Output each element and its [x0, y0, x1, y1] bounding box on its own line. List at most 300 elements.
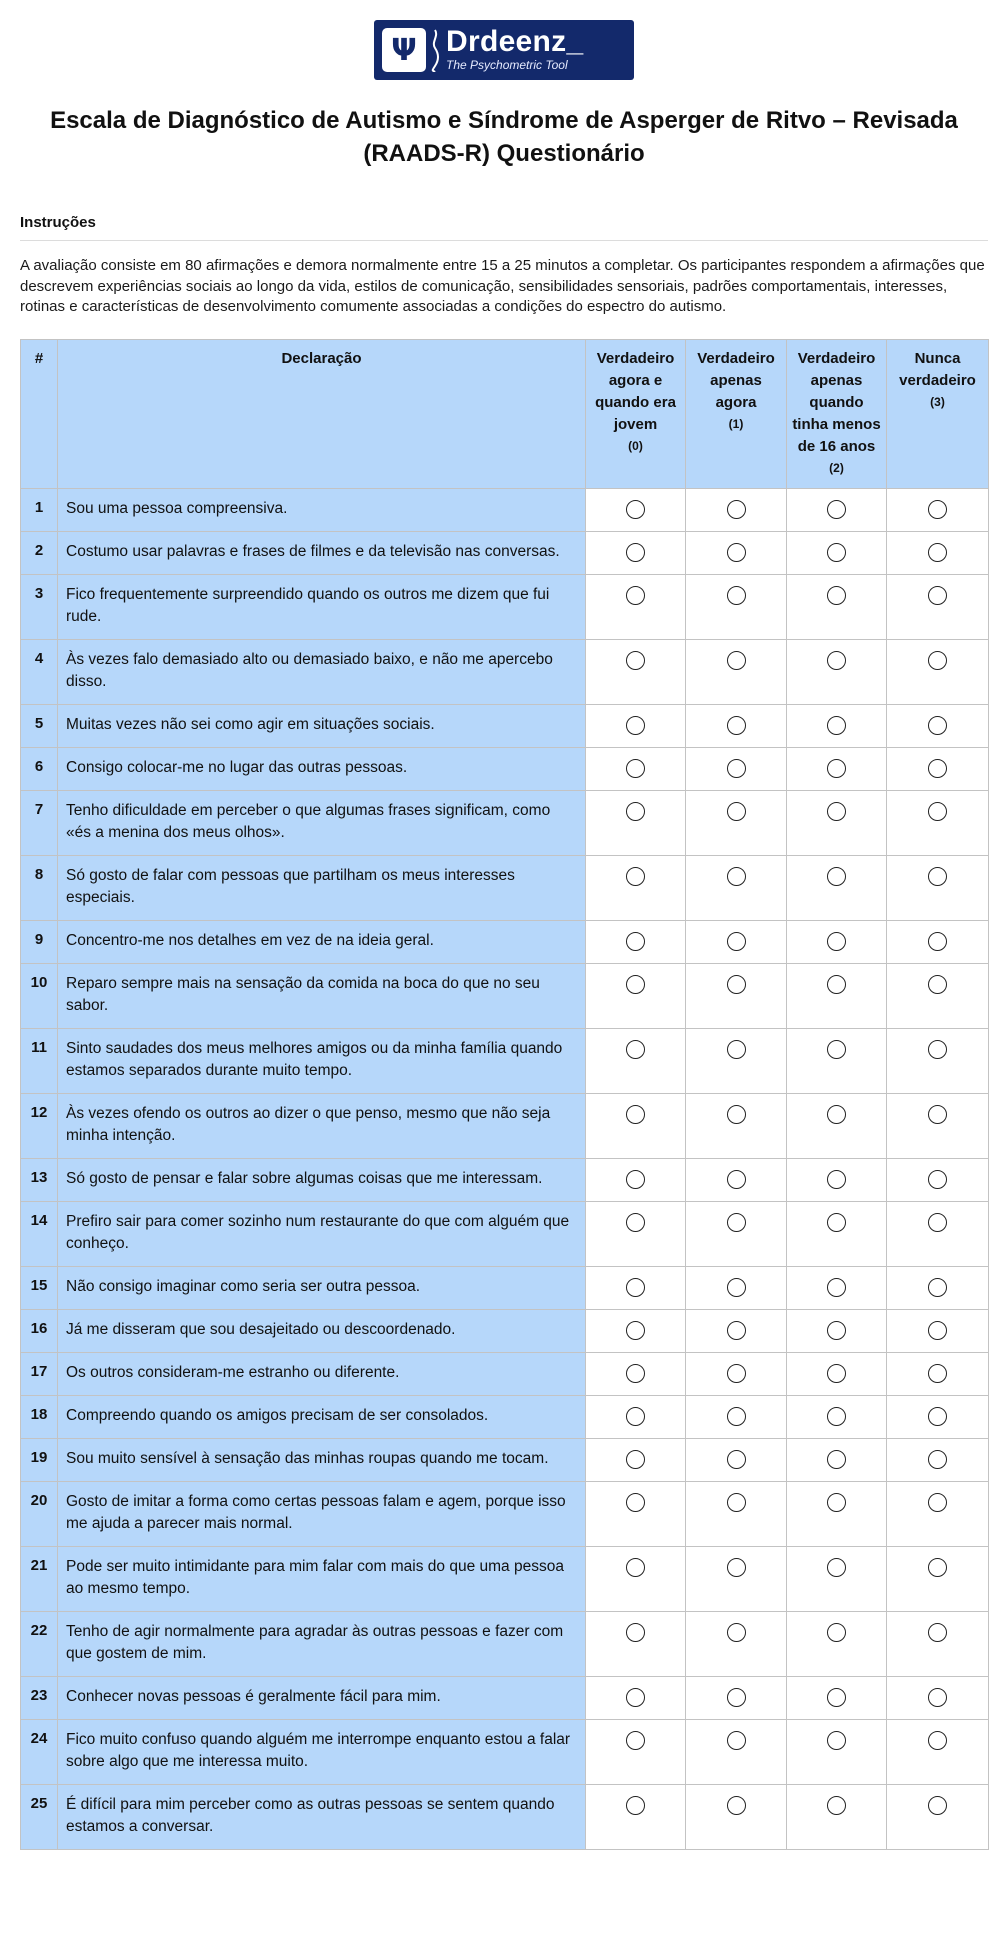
row-number: 15: [21, 1266, 58, 1309]
radio-option-2[interactable]: [827, 586, 846, 605]
option-cell: [586, 1784, 686, 1849]
option-cell: [586, 1266, 686, 1309]
option-cell: [787, 1309, 887, 1352]
option-cell: [686, 1611, 787, 1676]
radio-option-2[interactable]: [827, 1213, 846, 1232]
table-row: [21, 1546, 989, 1611]
option-cell: [686, 1158, 787, 1201]
radio-option-1[interactable]: [727, 1213, 746, 1232]
radio-option-1[interactable]: [727, 975, 746, 994]
statement-text: Concentro-me nos detalhes em vez de na ideia geral.: [58, 920, 586, 963]
col-option-2-header: [787, 339, 887, 488]
row-number: 6: [21, 747, 58, 790]
option-cell: [887, 855, 989, 920]
option-cell: [686, 1201, 787, 1266]
option-cell: [686, 1481, 787, 1546]
radio-option-0[interactable]: [626, 1364, 645, 1383]
radio-option-1[interactable]: [727, 1731, 746, 1750]
option-cell: [887, 1784, 989, 1849]
table-row: [21, 1719, 989, 1784]
option-cell: [686, 1784, 787, 1849]
radio-option-3[interactable]: [928, 1450, 947, 1469]
table-row: [21, 1028, 989, 1093]
option-cell: [686, 1028, 787, 1093]
radio-option-1[interactable]: [727, 932, 746, 951]
option-cell: [787, 1201, 887, 1266]
option-cell: [686, 1352, 787, 1395]
radio-option-2[interactable]: [827, 932, 846, 951]
table-row: [21, 1784, 989, 1849]
statement-text: Fico muito confuso quando alguém me interrompe enquanto estou a falar sobre algo que me interessa muito.: [58, 1719, 586, 1784]
radio-option-2[interactable]: [827, 1796, 846, 1815]
radio-option-3[interactable]: [928, 1731, 947, 1750]
statement-text: Prefiro sair para comer sozinho num restaurante do que com alguém que conheço.: [58, 1201, 586, 1266]
table-row: [21, 704, 989, 747]
option-cell: [887, 1093, 989, 1158]
radio-option-2[interactable]: [827, 1688, 846, 1707]
table-row: [21, 920, 989, 963]
radio-option-2[interactable]: [827, 975, 846, 994]
option-cell: [887, 488, 989, 531]
row-number: 4: [21, 639, 58, 704]
option-cell: [887, 1611, 989, 1676]
statement-text: Os outros consideram-me estranho ou diferente.: [58, 1352, 586, 1395]
option-cell: [887, 1438, 989, 1481]
radio-option-1[interactable]: [727, 586, 746, 605]
option-cell: [686, 790, 787, 855]
table-row: [21, 488, 989, 531]
radio-option-1[interactable]: [727, 1278, 746, 1297]
radio-option-3[interactable]: [928, 975, 947, 994]
row-number: 1: [21, 488, 58, 531]
option-cell: [887, 963, 989, 1028]
option-label: Verdadeiro apenas quando tinha menos de 16 anos: [792, 349, 881, 455]
row-number: 3: [21, 574, 58, 639]
option-label: Verdadeiro agora e quando era jovem: [595, 349, 676, 433]
statement-text: Compreendo quando os amigos precisam de ser consolados.: [58, 1395, 586, 1438]
option-cell: [887, 1481, 989, 1546]
radio-option-3[interactable]: [928, 1213, 947, 1232]
col-option-1-header: [686, 339, 787, 488]
option-cell: [586, 704, 686, 747]
radio-option-0[interactable]: [626, 802, 645, 821]
radio-option-0[interactable]: [626, 1213, 645, 1232]
option-cell: [686, 1438, 787, 1481]
radio-option-0[interactable]: [626, 1321, 645, 1340]
radio-option-0[interactable]: [626, 716, 645, 735]
row-number: 19: [21, 1438, 58, 1481]
radio-option-1[interactable]: [727, 716, 746, 735]
option-cell: [787, 747, 887, 790]
option-cell: [586, 1546, 686, 1611]
option-cell: [787, 531, 887, 574]
option-cell: [887, 639, 989, 704]
option-cell: [887, 1676, 989, 1719]
radio-option-1[interactable]: [727, 1558, 746, 1577]
option-cell: [686, 639, 787, 704]
radio-option-2[interactable]: [827, 1450, 846, 1469]
option-cell: [787, 1395, 887, 1438]
radio-option-3[interactable]: [928, 586, 947, 605]
page-title: Escala de Diagnóstico de Autismo e Síndrome de Asperger de Ritvo – Revisada (RAADS-R) Questionário: [50, 107, 958, 167]
radio-option-3[interactable]: [928, 802, 947, 821]
radio-option-1[interactable]: [727, 1450, 746, 1469]
radio-option-3[interactable]: [928, 651, 947, 670]
statement-text: Gosto de imitar a forma como certas pessoas falam e agem, porque isso me ajuda a parecer mais normal.: [58, 1481, 586, 1546]
table-row: [21, 1352, 989, 1395]
table-row: [21, 1438, 989, 1481]
table-row: [21, 855, 989, 920]
radio-option-2[interactable]: [827, 759, 846, 778]
radio-option-1[interactable]: [727, 1796, 746, 1815]
radio-option-0[interactable]: [626, 1558, 645, 1577]
radio-option-3[interactable]: [928, 1278, 947, 1297]
option-cell: [787, 1158, 887, 1201]
statement-text: É difícil para mim perceber como as outras pessoas se sentem quando estamos a conversar.: [58, 1784, 586, 1849]
instructions-text: A avaliação consiste em 80 afirmações e demora normalmente entre 15 a 25 minutos a completar. Os participantes respondem a afirmações que descrevem experiências sociais ao longo da vida, estilos de comunicação, sensibilidades sensoriais, padrões comportamentais, interesses, rotinas e características de desenvolvimento comumente associadas a condições do espectro do autismo.: [20, 257, 985, 315]
option-cell: [586, 1611, 686, 1676]
radio-option-1[interactable]: [727, 867, 746, 886]
statement-text: Só gosto de falar com pessoas que partilham os meus interesses especiais.: [58, 855, 586, 920]
statement-text: Não consigo imaginar como seria ser outra pessoa.: [58, 1266, 586, 1309]
table-row: [21, 1158, 989, 1201]
row-number: 17: [21, 1352, 58, 1395]
statement-text: Às vezes falo demasiado alto ou demasiado baixo, e não me apercebo disso.: [58, 639, 586, 704]
option-cell: [586, 488, 686, 531]
row-number: 18: [21, 1395, 58, 1438]
table-row: [21, 1481, 989, 1546]
table-row: [21, 1676, 989, 1719]
radio-option-1[interactable]: [727, 500, 746, 519]
row-number: 11: [21, 1028, 58, 1093]
brand-name: Drdeenz_: [446, 25, 584, 58]
radio-option-1[interactable]: [727, 1170, 746, 1189]
option-cell: [586, 1395, 686, 1438]
radio-option-2[interactable]: [827, 1105, 846, 1124]
radio-option-3[interactable]: [928, 759, 947, 778]
option-cell: [787, 704, 887, 747]
radio-option-3[interactable]: [928, 1493, 947, 1512]
radio-option-2[interactable]: [827, 1040, 846, 1059]
radio-option-3[interactable]: [928, 716, 947, 735]
option-cell: [586, 531, 686, 574]
row-number: 20: [21, 1481, 58, 1546]
option-cell: [887, 704, 989, 747]
option-code: (3): [930, 394, 945, 409]
radio-option-0[interactable]: [626, 651, 645, 670]
radio-option-2[interactable]: [827, 1623, 846, 1642]
option-cell: [887, 574, 989, 639]
option-cell: [686, 1719, 787, 1784]
questionnaire-table: [20, 339, 989, 1850]
statement-text: Conhecer novas pessoas é geralmente fácil para mim.: [58, 1676, 586, 1719]
instructions-heading: Instruções: [20, 214, 988, 241]
row-number: 12: [21, 1093, 58, 1158]
option-cell: [787, 639, 887, 704]
option-cell: [787, 574, 887, 639]
option-cell: [787, 920, 887, 963]
radio-option-3[interactable]: [928, 1105, 947, 1124]
option-cell: [887, 747, 989, 790]
radio-option-0[interactable]: [626, 1407, 645, 1426]
option-cell: [586, 639, 686, 704]
option-cell: [586, 1093, 686, 1158]
radio-option-0[interactable]: [626, 543, 645, 562]
option-cell: [586, 747, 686, 790]
table-row: [21, 963, 989, 1028]
table-row: [21, 1309, 989, 1352]
option-cell: [787, 1093, 887, 1158]
radio-option-1[interactable]: [727, 1688, 746, 1707]
radio-option-3[interactable]: [928, 500, 947, 519]
radio-option-1[interactable]: [727, 651, 746, 670]
option-cell: [586, 920, 686, 963]
row-number: 10: [21, 963, 58, 1028]
option-cell: [787, 1546, 887, 1611]
table-row: [21, 639, 989, 704]
table-row: [21, 1611, 989, 1676]
option-cell: [586, 1201, 686, 1266]
option-cell: [686, 855, 787, 920]
option-cell: [787, 1784, 887, 1849]
option-cell: [686, 920, 787, 963]
radio-option-2[interactable]: [827, 1364, 846, 1383]
option-cell: [686, 1676, 787, 1719]
radio-option-1[interactable]: [727, 1040, 746, 1059]
option-label: Nunca verdadeiro: [899, 349, 976, 389]
radio-option-2[interactable]: [827, 1321, 846, 1340]
col-option-0-header: [586, 339, 686, 488]
option-cell: [787, 1719, 887, 1784]
radio-option-1[interactable]: [727, 1321, 746, 1340]
statement-text: Sou uma pessoa compreensiva.: [58, 488, 586, 531]
statement-text: Só gosto de pensar e falar sobre algumas coisas que me interessam.: [58, 1158, 586, 1201]
statement-text: Pode ser muito intimidante para mim falar com mais do que uma pessoa ao mesmo tempo.: [58, 1546, 586, 1611]
table-header-row: [21, 339, 989, 488]
psi-icon: Ψ: [382, 28, 426, 72]
table-row: [21, 747, 989, 790]
col-number-header: #: [21, 339, 58, 488]
radio-option-2[interactable]: [827, 543, 846, 562]
option-cell: [887, 1546, 989, 1611]
radio-option-0[interactable]: [626, 1170, 645, 1189]
radio-option-2[interactable]: [827, 500, 846, 519]
row-number: 2: [21, 531, 58, 574]
radio-option-0[interactable]: [626, 1493, 645, 1512]
radio-option-3[interactable]: [928, 543, 947, 562]
row-number: 23: [21, 1676, 58, 1719]
statement-text: Tenho dificuldade em perceber o que algumas frases significam, como «és a menina dos meus olhos».: [58, 790, 586, 855]
statement-text: Fico frequentemente surpreendido quando os outros me dizem que fui rude.: [58, 574, 586, 639]
statement-text: Já me disseram que sou desajeitado ou descoordenado.: [58, 1309, 586, 1352]
option-cell: [686, 1395, 787, 1438]
radio-option-2[interactable]: [827, 1493, 846, 1512]
row-number: 22: [21, 1611, 58, 1676]
radio-option-1[interactable]: [727, 1407, 746, 1426]
table-row: [21, 1201, 989, 1266]
radio-option-1[interactable]: [727, 543, 746, 562]
statement-text: Sou muito sensível à sensação das minhas roupas quando me tocam.: [58, 1438, 586, 1481]
radio-option-1[interactable]: [727, 1623, 746, 1642]
radio-option-1[interactable]: [727, 1493, 746, 1512]
radio-option-2[interactable]: [827, 716, 846, 735]
row-number: 7: [21, 790, 58, 855]
option-cell: [586, 1309, 686, 1352]
radio-option-1[interactable]: [727, 1364, 746, 1383]
row-number: 14: [21, 1201, 58, 1266]
table-body: [21, 488, 989, 1849]
option-cell: [787, 1676, 887, 1719]
statement-text: Consigo colocar-me no lugar das outras pessoas.: [58, 747, 586, 790]
option-cell: [686, 1266, 787, 1309]
radio-option-0[interactable]: [626, 586, 645, 605]
radio-option-1[interactable]: [727, 759, 746, 778]
option-label: Verdadeiro apenas agora: [697, 349, 775, 411]
option-cell: [887, 1395, 989, 1438]
row-number: 5: [21, 704, 58, 747]
radio-option-0[interactable]: [626, 759, 645, 778]
row-number: 24: [21, 1719, 58, 1784]
option-cell: [586, 963, 686, 1028]
radio-option-3[interactable]: [928, 1364, 947, 1383]
row-number: 25: [21, 1784, 58, 1849]
option-cell: [887, 1028, 989, 1093]
option-cell: [887, 1201, 989, 1266]
option-cell: [586, 1676, 686, 1719]
radio-option-3[interactable]: [928, 1321, 947, 1340]
table-row: [21, 1266, 989, 1309]
option-cell: [586, 1438, 686, 1481]
option-code: (0): [628, 438, 643, 453]
radio-option-3[interactable]: [928, 1170, 947, 1189]
radio-option-0[interactable]: [626, 975, 645, 994]
radio-option-0[interactable]: [626, 932, 645, 951]
radio-option-0[interactable]: [626, 1040, 645, 1059]
radio-option-0[interactable]: [626, 1688, 645, 1707]
option-cell: [586, 574, 686, 639]
option-cell: [686, 704, 787, 747]
radio-option-2[interactable]: [827, 1558, 846, 1577]
option-cell: [787, 1266, 887, 1309]
option-cell: [787, 488, 887, 531]
statement-text: Costumo usar palavras e frases de filmes e da televisão nas conversas.: [58, 531, 586, 574]
brand-tagline: The Psychometric Tool: [446, 58, 568, 72]
table-row: [21, 1093, 989, 1158]
radio-option-1[interactable]: [727, 1105, 746, 1124]
radio-option-0[interactable]: [626, 867, 645, 886]
radio-option-2[interactable]: [827, 1407, 846, 1426]
radio-option-3[interactable]: [928, 1796, 947, 1815]
col-option-3-header: [887, 339, 989, 488]
option-cell: [887, 1266, 989, 1309]
option-cell: [686, 747, 787, 790]
radio-option-0[interactable]: [626, 1731, 645, 1750]
radio-option-3[interactable]: [928, 1407, 947, 1426]
option-cell: [887, 1719, 989, 1784]
option-cell: [887, 1352, 989, 1395]
radio-option-0[interactable]: [626, 1278, 645, 1297]
radio-option-3[interactable]: [928, 1623, 947, 1642]
radio-option-3[interactable]: [928, 1040, 947, 1059]
statement-text: Reparo sempre mais na sensação da comida na boca do que no seu sabor.: [58, 963, 586, 1028]
option-cell: [586, 1028, 686, 1093]
option-code: (2): [829, 460, 844, 475]
option-cell: [686, 1093, 787, 1158]
option-cell: [787, 1352, 887, 1395]
option-cell: [686, 574, 787, 639]
option-cell: [686, 488, 787, 531]
option-cell: [686, 963, 787, 1028]
row-number: 16: [21, 1309, 58, 1352]
radio-option-0[interactable]: [626, 1450, 645, 1469]
statement-text: Às vezes ofendo os outros ao dizer o que penso, mesmo que não seja minha intenção.: [58, 1093, 586, 1158]
radio-option-2[interactable]: [827, 651, 846, 670]
row-number: 9: [21, 920, 58, 963]
radio-option-3[interactable]: [928, 1688, 947, 1707]
radio-option-3[interactable]: [928, 932, 947, 951]
option-cell: [586, 790, 686, 855]
radio-option-0[interactable]: [626, 1623, 645, 1642]
col-statement-header: Declaração: [58, 339, 586, 488]
radio-option-2[interactable]: [827, 802, 846, 821]
radio-option-2[interactable]: [827, 1731, 846, 1750]
statement-text: Tenho de agir normalmente para agradar às outras pessoas e fazer com que gostem de mim.: [58, 1611, 586, 1676]
radio-option-0[interactable]: [626, 1105, 645, 1124]
option-cell: [787, 790, 887, 855]
option-cell: [686, 531, 787, 574]
radio-option-2[interactable]: [827, 1170, 846, 1189]
row-number: 21: [21, 1546, 58, 1611]
radio-option-0[interactable]: [626, 1796, 645, 1815]
option-cell: [787, 963, 887, 1028]
option-cell: [586, 1481, 686, 1546]
option-cell: [787, 1481, 887, 1546]
table-row: [21, 790, 989, 855]
option-cell: [586, 1158, 686, 1201]
radio-option-3[interactable]: [928, 1558, 947, 1577]
radio-option-0[interactable]: [626, 500, 645, 519]
radio-option-2[interactable]: [827, 867, 846, 886]
option-cell: [787, 855, 887, 920]
option-cell: [686, 1546, 787, 1611]
option-cell: [586, 1719, 686, 1784]
statement-text: Sinto saudades dos meus melhores amigos ou da minha família quando estamos separados durante muito tempo.: [58, 1028, 586, 1093]
option-cell: [787, 1438, 887, 1481]
brand-logo: [374, 20, 634, 80]
table-row: [21, 531, 989, 574]
option-cell: [586, 855, 686, 920]
option-cell: [787, 1028, 887, 1093]
radio-option-3[interactable]: [928, 867, 947, 886]
option-cell: [887, 920, 989, 963]
row-number: 8: [21, 855, 58, 920]
option-cell: [586, 1352, 686, 1395]
wave-icon: [430, 28, 440, 72]
option-cell: [887, 1309, 989, 1352]
option-cell: [887, 790, 989, 855]
option-code: (1): [728, 416, 744, 431]
option-cell: [887, 531, 989, 574]
row-number: 13: [21, 1158, 58, 1201]
radio-option-1[interactable]: [727, 802, 746, 821]
option-cell: [686, 1309, 787, 1352]
option-cell: [887, 1158, 989, 1201]
table-row: [21, 1395, 989, 1438]
statement-text: Muitas vezes não sei como agir em situações sociais.: [58, 704, 586, 747]
radio-option-2[interactable]: [827, 1278, 846, 1297]
table-row: [21, 574, 989, 639]
option-cell: [787, 1611, 887, 1676]
